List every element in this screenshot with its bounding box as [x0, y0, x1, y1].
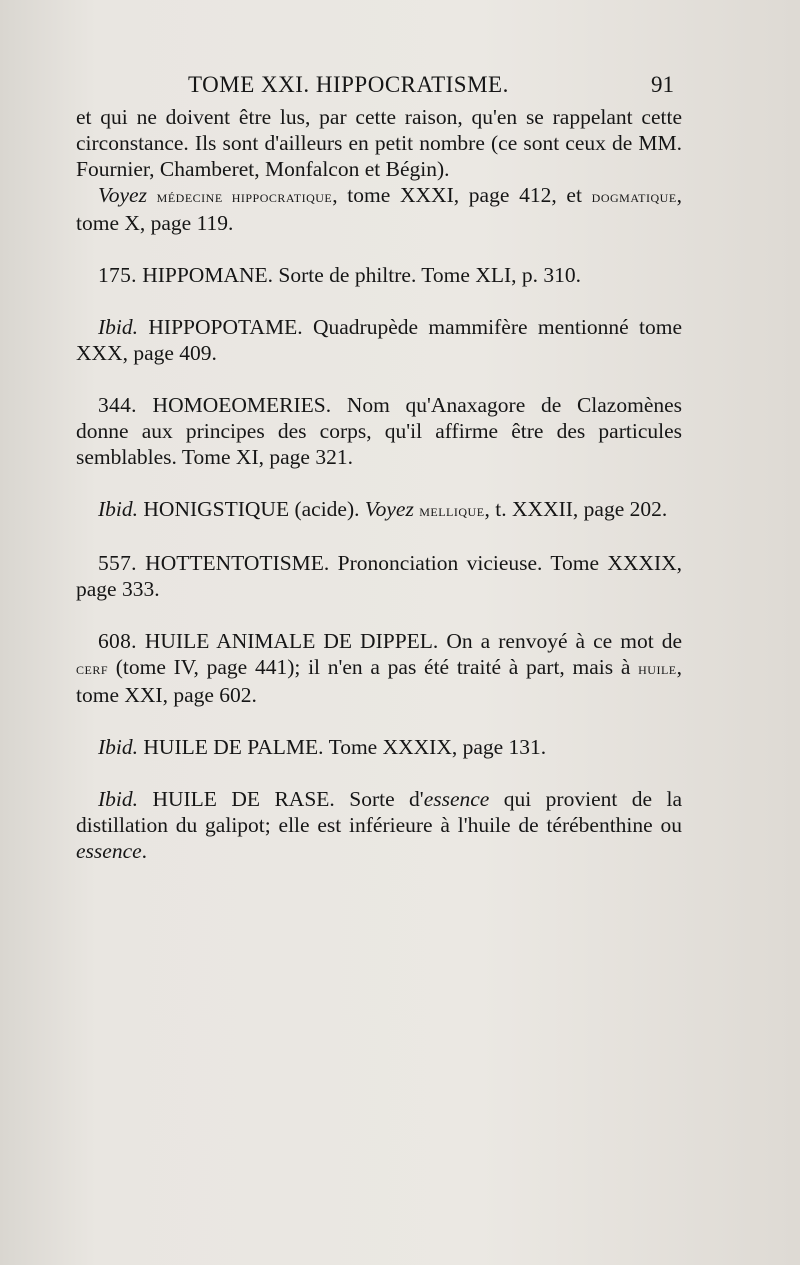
entry-hottentotisme: 557. HOTTENTOTISME. Prononciation vicieuse. Tome XXXIX, page 333.: [76, 551, 683, 601]
entry-head: HIPPOMANE.: [142, 263, 274, 287]
entry-honigstique: Ibid. HONIGSTIQUE (acide). Voyez mellique, t. XXXII, page 202.: [98, 497, 668, 521]
entry-homoeomeries: 344. HOMOEOMERIES. Nom qu'Anaxagore de Clazomènes donne aux principes des corps, qu'il affirme être des particules semblables. Tome XI, page 321.: [76, 393, 683, 469]
intro-paragraph: [76, 104, 682, 236]
cross-reference: médecine hippocratique: [156, 187, 333, 206]
entry-hippopotame: Ibid. HIPPOPOTAME. Quadrupède mammifère mentionné tome XXX, page 409.: [76, 315, 683, 365]
page-body: [76, 104, 682, 890]
running-title: TOME XXI. HIPPOCRATISME.: [188, 72, 509, 97]
entry-head: HIPPOPOTAME.: [148, 315, 303, 339]
cross-reference: mellique: [419, 501, 485, 520]
entry-head: HOTTENTOTISME.: [145, 551, 330, 575]
cross-reference: huile: [638, 659, 677, 678]
cross-reference: dogmatique: [591, 187, 677, 206]
entry-hippomane: 175. HIPPOMANE. Sorte de philtre. Tome XLI, p. 310.: [98, 263, 582, 287]
cross-reference: cerf: [76, 659, 109, 678]
entry-head: HUILE DE RASE.: [152, 787, 335, 811]
entry-huile-animale: 608. HUILE ANIMALE DE DIPPEL. On a renvoyé à ce mot de cerf (tome IV, page 441); il n'en a pas été traité à part, mais à huile, tome XXI, page 602.: [76, 629, 683, 707]
page-number: 91: [651, 72, 674, 97]
entry-head: HOMOEOMERIES.: [152, 393, 332, 417]
entry-head: HONIGSTIQUE (acide).: [143, 497, 360, 521]
intro-see-also: Voyez médecine hippocratique, tome XXXI, page 412, et dogmatique, tome X, page 119.: [76, 183, 683, 235]
entry-head: HUILE ANIMALE DE DIPPEL.: [144, 629, 439, 653]
page-header: [76, 72, 674, 104]
intro-text: et qui ne doivent être lus, par cette raison, qu'en se rappelant cette circonstance. Ils sont d'ailleurs en petit nombre (ce sont ceux de MM. Fournier, Chamberet, Monfalcon et Bégin).: [76, 105, 682, 181]
entry-head: HUILE DE PALME.: [143, 735, 324, 759]
entry-huile-de-palme: Ibid. HUILE DE PALME. Tome XXXIX, page 131.: [98, 735, 547, 759]
entry-huile-de-rase: Ibid. HUILE DE RASE. Sorte d'essence qui provient de la distillation du galipot; elle est inférieure à l'huile de térébenthine ou essence.: [76, 787, 683, 863]
